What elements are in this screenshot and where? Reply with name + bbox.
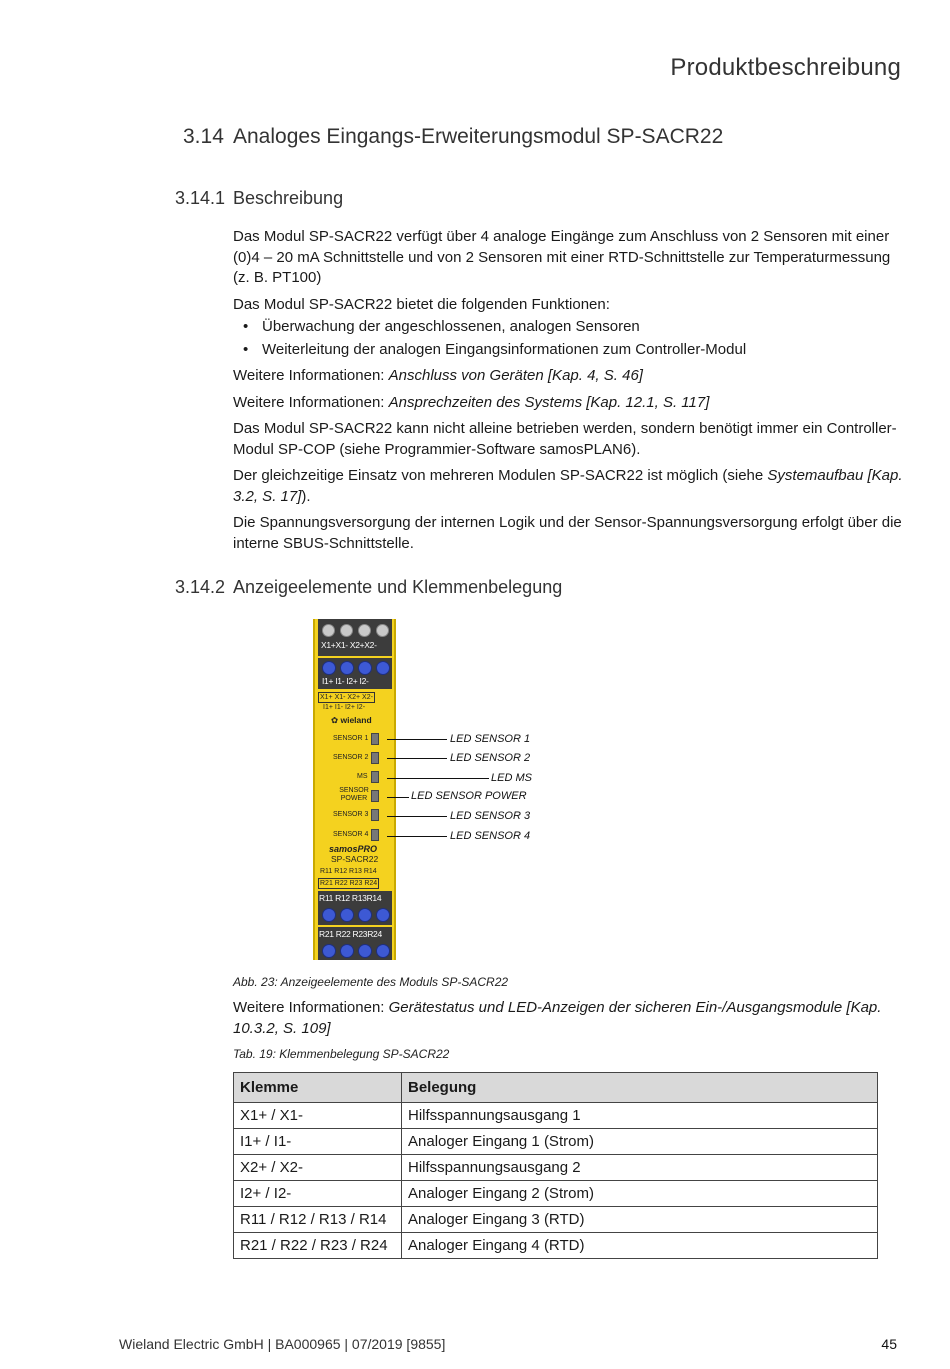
table-header-row [234,1073,878,1103]
terminal-icon [322,908,336,922]
list-item: • Weiterleitung der analogen Eingangsinformationen zum Controller-Modul [233,340,905,361]
table-cell: Analoger Eingang 3 (RTD) [402,1207,878,1233]
table-row [234,1233,878,1259]
bottom-terminal-r1 [318,891,392,925]
text: ). [301,487,311,505]
led-label: SENSOR 4 [333,831,369,838]
printed-r2-labels: R21 R22 R23 R24 [320,880,378,887]
column-header: Belegung [402,1073,878,1103]
list-item: • Überwachung der angeschlossenen, analogen Sensoren [233,317,905,338]
running-header: Produktbeschreibung [670,54,901,81]
info-prefix: Weitere Informationen: [233,999,389,1016]
callout-line [387,797,409,798]
printed-i-labels: I1+ I1- I2+ I2- [323,704,366,711]
callout-label: LED SENSOR 1 [450,733,531,745]
table-row [234,1155,878,1181]
led-label: SENSOR 2 [333,754,369,761]
table-cell: Analoger Eingang 4 (RTD) [402,1233,878,1259]
screw-icon [358,624,371,637]
subsection-title: Anzeigeelemente und Klemmenbelegung [233,577,563,597]
led-label: SENSOR 1 [333,735,369,742]
callout-line [387,739,447,740]
callout-label: LED SENSOR 2 [450,752,531,764]
callout-line [387,758,447,759]
screw-icon [376,624,389,637]
bottom-terminal-r2 [318,927,392,960]
table-cell: R21 / R22 / R23 / R24 [234,1233,402,1259]
printed-x-labels: X1+ X1- X2+ X2- [320,694,373,701]
wieland-logo-icon: ✿ [331,715,341,725]
info-paragraph [233,366,905,387]
terminal-icon [376,661,390,675]
table-cell: Hilfsspannungsausgang 1 [402,1103,878,1129]
description-body [233,227,905,560]
led-label: SENSOR 3 [333,811,369,818]
terminal-labels: X1+X1- X2+X2- [321,640,377,650]
terminal-icon [340,661,354,675]
terminal-icon [340,908,354,922]
terminal-icon [358,661,372,675]
terminal-icon [340,944,354,958]
cross-reference-link[interactable]: Anschluss von Geräten [Kap. 4, S. 46] [388,367,643,384]
subsection-heading-display [175,577,562,598]
led-label: SENSOR POWER [339,787,369,802]
led-indicator [371,733,379,745]
paragraph: Das Modul SP-SACR22 bietet die folgenden Funktionen: [233,295,610,313]
callout-label: LED MS [491,772,532,784]
table-cell: I2+ / I2- [234,1181,402,1207]
section-number: 3.14 [183,125,224,148]
subsection-title: Beschreibung [233,188,344,208]
info-paragraph [233,393,905,414]
terminal-icon [358,908,372,922]
table-cell: I1+ / I1- [234,1129,402,1155]
terminal-icon [376,944,390,958]
text: Der gleichzeitige Einsatz von mehreren Modulen SP-SACR22 ist möglich (siehe [233,467,768,484]
brand-name: wieland [340,715,372,725]
section-heading [183,125,723,149]
screw-icon [340,624,353,637]
table-caption: Tab. 19: Klemmenbelegung SP-SACR22 [233,1047,450,1061]
terminal-icon [376,908,390,922]
terminal-assignment-table [233,1072,878,1259]
cross-reference-link[interactable]: Gerätestatus und LED-Anzeigen der sicheren Ein-/Ausgangsmodule [Kap. 10.3.2, S. 109] [233,999,882,1037]
page-footer: Wieland Electric GmbH | BA000965 | 07/2019 [9855] [119,1336,446,1352]
table-row [234,1181,878,1207]
terminal-icon [322,661,336,675]
callout-label: LED SENSOR POWER [411,790,527,802]
figure-caption: Abb. 23: Anzeigeelemente des Moduls SP-SACR22 [233,975,509,989]
info-paragraph [233,998,905,1045]
top-screw-terminal [318,619,392,656]
table-cell: X1+ / X1- [234,1103,402,1129]
led-indicator [371,809,379,821]
led-indicator [371,829,379,841]
cross-reference-link[interactable]: Ansprechzeiten des Systems [Kap. 12.1, S. 117] [388,393,710,411]
cross-reference-link[interactable]: Systemaufbau [Kap. 3.2, S. 17] [233,467,903,505]
table-cell: Hilfsspannungsausgang 2 [402,1155,878,1181]
info-prefix: Weitere Informationen: [233,393,389,411]
paragraph [233,466,905,507]
screw-icon [322,624,335,637]
subsection-number: 3.14.2 [175,577,226,597]
top-input-terminal [318,658,392,689]
paragraph: Das Modul SP-SACR22 verfügt über 4 analoge Eingänge zum Anschluss von 2 Sensoren mit einer (0)4 – 20 mA Schnittstelle und von 2 Sensoren mit einer RTD-Schnittstelle zur Temperaturmessung (z. B. PT100) [233,228,891,286]
column-header: Klemme [234,1073,402,1103]
callout-label: LED SENSOR 3 [450,810,531,822]
terminal-labels: I1+ I1- I2+ I2- [322,676,369,686]
product-model: SP-SACR22 [331,854,379,864]
callout-line [387,778,489,779]
terminal-labels: R11 R12 R13R14 [319,893,382,903]
function-list [233,317,905,360]
table-cell: R11 / R12 / R13 / R14 [234,1207,402,1233]
table-cell: X2+ / X2- [234,1155,402,1181]
printed-r1-labels: R11 R12 R13 R14 [320,868,377,875]
terminal-labels: R21 R22 R23R24 [319,929,382,939]
subsection-number: 3.14.1 [175,188,226,208]
table-row [234,1207,878,1233]
led-indicator [371,752,379,764]
subsection-heading-description [175,188,343,209]
paragraph: Die Spannungsversorgung der internen Logik und der Sensor-Spannungsversorgung erfolgt über die interne SBUS-Schnittstelle. [233,514,902,552]
table-row [234,1103,878,1129]
brand-logo [331,715,372,726]
table-row [234,1129,878,1155]
table-cell: Analoger Eingang 2 (Strom) [402,1181,878,1207]
module-illustration [313,619,396,960]
table-cell: Analoger Eingang 1 (Strom) [402,1129,878,1155]
product-brand: samosPRO [329,844,378,854]
section-title: Analoges Eingangs-Erweiterungsmodul SP-SACR22 [233,125,724,148]
terminal-icon [358,944,372,958]
led-indicator [371,771,379,783]
callout-line [387,816,447,817]
page-number: 45 [881,1336,897,1352]
led-indicator [371,790,379,802]
callout-line [387,836,447,837]
info-prefix: Weitere Informationen: [233,367,389,384]
terminal-icon [322,944,336,958]
callout-label: LED SENSOR 4 [450,830,531,842]
led-label: MS [357,773,368,780]
paragraph: Das Modul SP-SACR22 kann nicht alleine betrieben werden, sondern benötigt immer ein Controller-Modul SP-COP (siehe Programmier-Software samosPLAN6). [233,420,897,458]
